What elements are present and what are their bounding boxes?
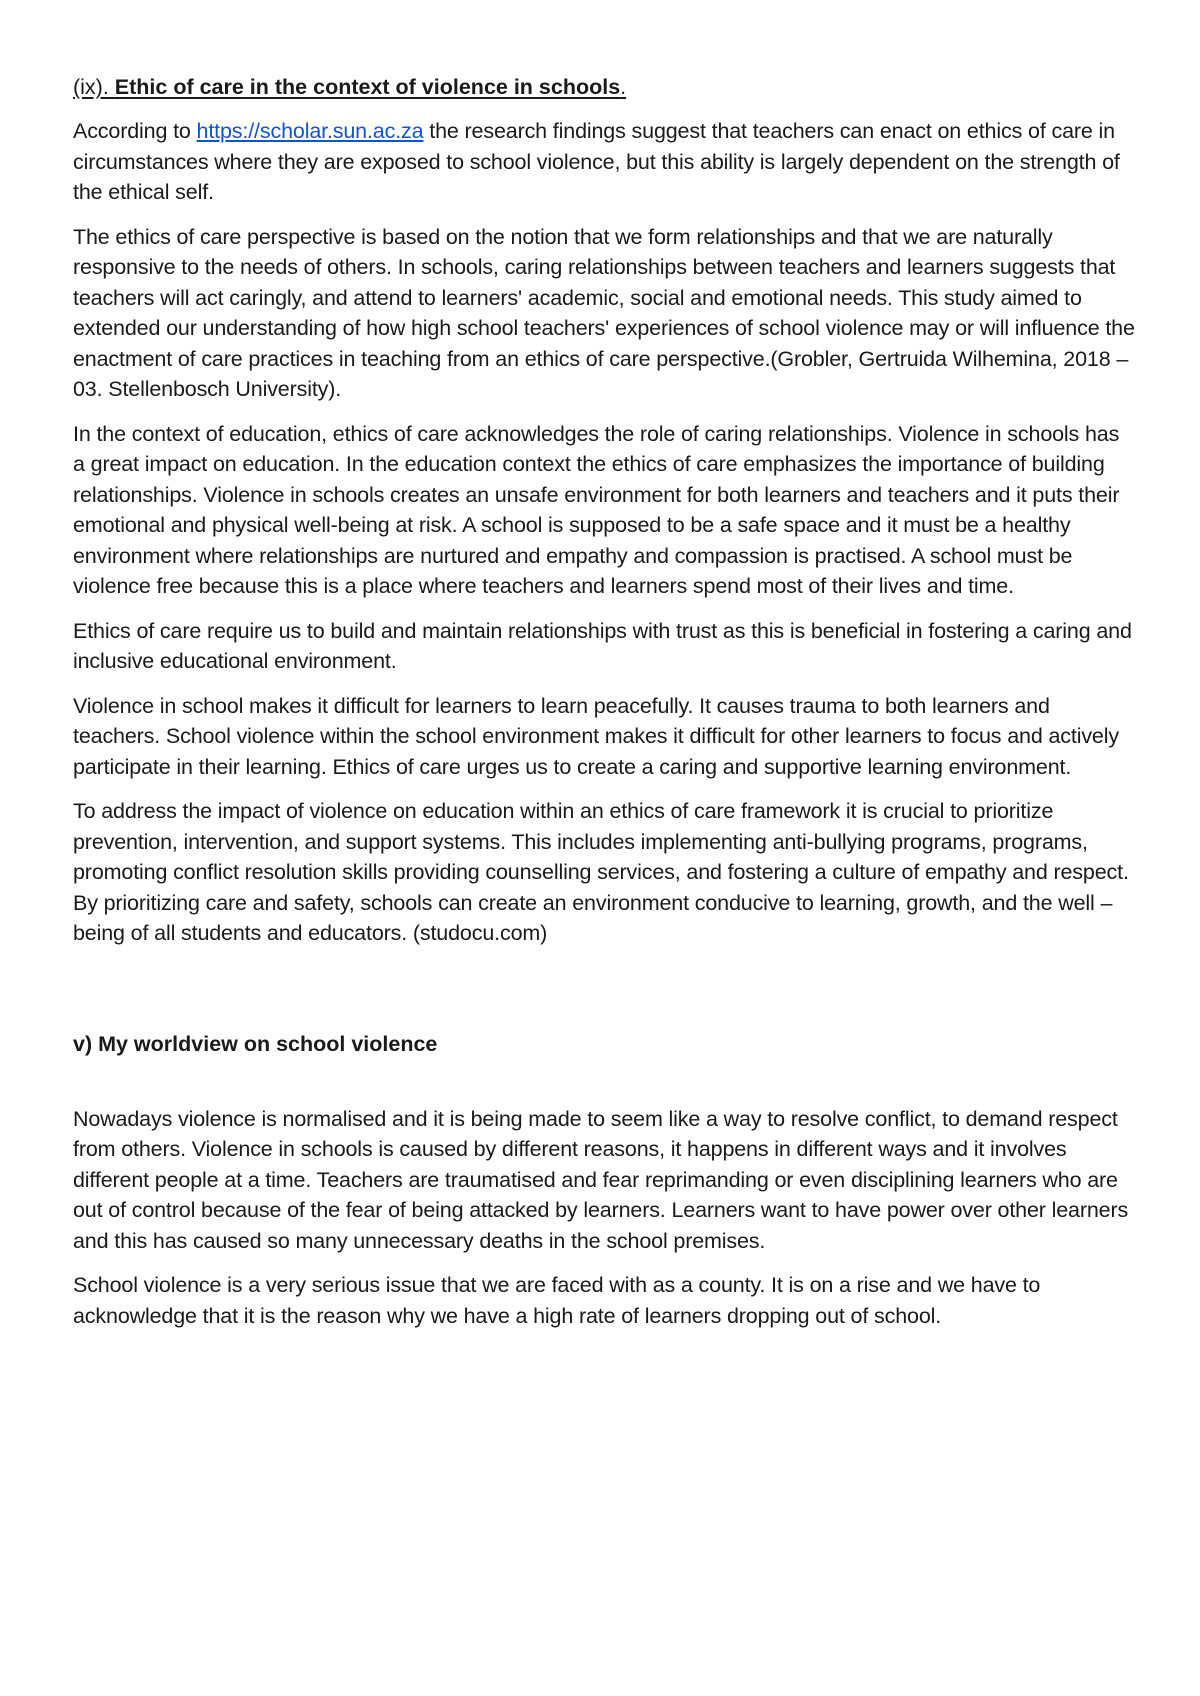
paragraph-v-1: Nowadays violence is normalised and it is being made to seem like a way to resolve conflict, to demand respect from others. Violence in schools is caused by different reasons, it happens in different ways and it involves different people at a time. Teachers are traumatised and fear reprimanding or even disciplining learners who are out of control because of the fear of being attacked by learners. Learners want to have power over other learners and this has caused so many unnecessary deaths in the school premises. xyxy=(73,1106,1129,1253)
section-ix-heading xyxy=(73,72,1135,102)
paragraph-ix-5: Violence in school makes it difficult for learners to learn peacefully. It causes trauma to both learners and teachers. School violence within the school environment makes it difficult for other learners to focus and actively participate in their learning. Ethics of care urges us to create a caring and supportive learning environment. xyxy=(73,693,1119,779)
section-v-heading: v) My worldview on school violence xyxy=(73,1031,438,1056)
paragraph-ix-2: The ethics of care perspective is based on the notion that we form relationships and that we are naturally responsive to the needs of others. In schools, caring relationships between teachers and learners suggests that teachers will act caringly, and attend to learners' academic, social and emotional needs. This study aimed to extended our understanding of how high school teachers' experiences of school violence may or will influence the enactment of care practices in teaching from an ethics of care perspective.(Grobler, Gertruida Wilhemina, 2018 – 03. Stellenbosch University). xyxy=(73,224,1135,401)
paragraph-v-2: School violence is a very serious issue that we are faced with as a county. It is on a rise and we have to acknowledge that it is the reason why we have a high rate of learners dropping out of school. xyxy=(73,1273,1041,1328)
paragraph-ix-1-rest: the research findings suggest that teachers can enact on ethics of care in circumstances where they are exposed to school violence, but this ability is largely dependent on the strength of the ethical self. xyxy=(73,119,1120,204)
spacer xyxy=(73,963,1135,1029)
spacer xyxy=(73,1059,1135,1104)
section-ix-prefix: (ix). xyxy=(73,75,115,99)
source-link[interactable]: https://scholar.sun.ac.za xyxy=(196,119,424,143)
document-page xyxy=(73,72,1135,1345)
section-ix-title: Ethic of care in the context of violence in schools xyxy=(114,75,621,99)
section-ix-suffix: . xyxy=(620,75,627,99)
paragraph-ix-1-intro: According to xyxy=(73,119,197,143)
paragraph-ix-3: In the context of education, ethics of care acknowledges the role of caring relationships. Violence in schools has a great impact on education. In the education context the ethics of care emphasizes the importance of building relationships. Violence in schools creates an unsafe environment for both learners and teachers and it puts their emotional and physical well-being at risk. A school is supposed to be a safe space and it must be a healthy environment where relationships are nurtured and empathy and compassion is practised. A school must be violence free because this is a place where teachers and learners spend most of their lives and time. xyxy=(73,421,1120,598)
paragraph-ix-1 xyxy=(73,116,1135,208)
paragraph-ix-4: Ethics of care require us to build and maintain relationships with trust as this is beneficial in fostering a caring and inclusive educational environment. xyxy=(73,618,1132,673)
paragraph-ix-6: To address the impact of violence on education within an ethics of care framework it is crucial to prioritize prevention, intervention, and support systems. This includes implementing anti-bullying programs, programs, promoting conflict resolution skills providing counselling services, and fostering a culture of empathy and respect. By prioritizing care and safety, schools can create an environment conducive to learning, growth, and the well –being of all students and educators. (studocu.com) xyxy=(73,799,1129,945)
